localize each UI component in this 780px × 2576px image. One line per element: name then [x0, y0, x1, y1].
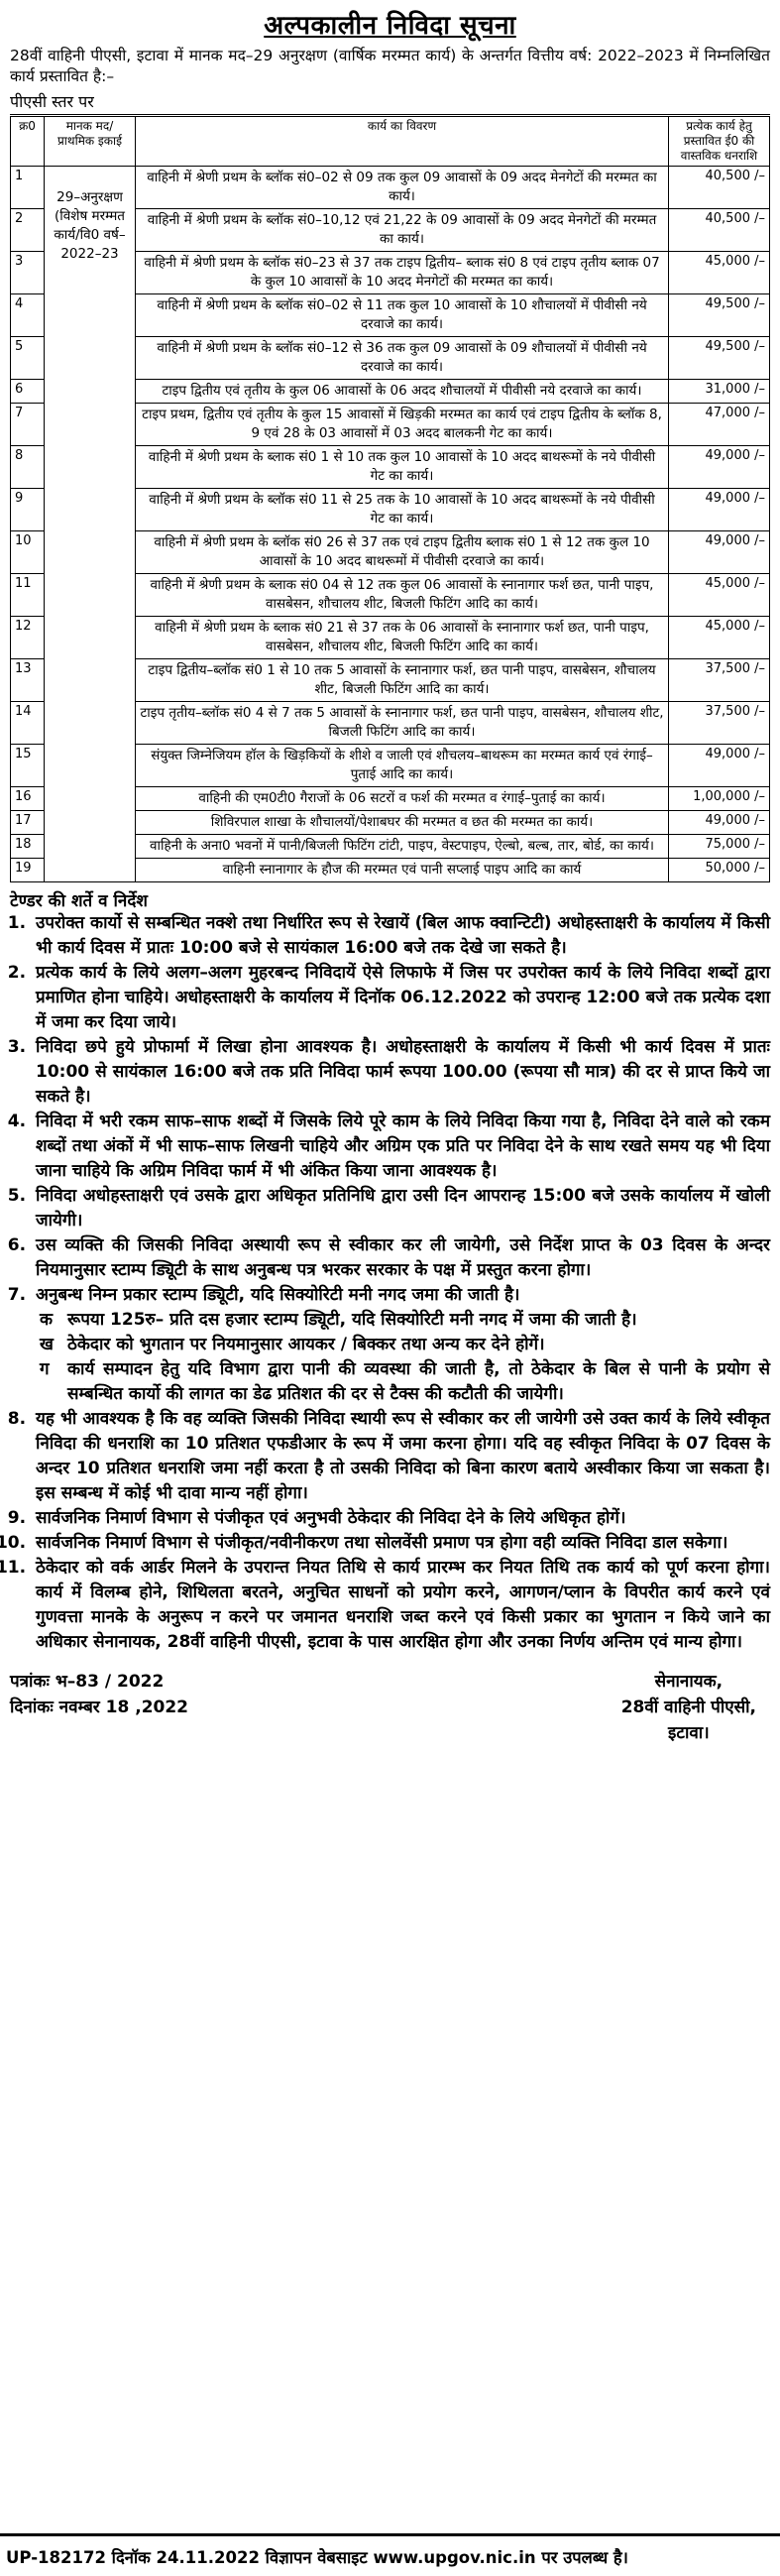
table-row: [11, 167, 770, 209]
letter-reference: [10, 1669, 188, 1746]
terms-list: [10, 911, 770, 1655]
works-table-body: [11, 167, 770, 882]
term-item: [32, 1184, 770, 1233]
advertisement-line: UP-182172 दिनॉक 24.11.2022 विज्ञापन वेबसाइट www.upgov.nic.in पर उपलब्ध है।: [0, 2533, 780, 2576]
row-amount: 40,500 /–: [669, 167, 770, 209]
row-work-description: वाहिनी स्नानागार के हौज की मरम्मत एवं पानी सप्लाई पाइप आदि का कार्य: [136, 859, 669, 882]
row-serial: 12: [11, 617, 45, 659]
row-serial: 13: [11, 659, 45, 702]
row-work-description: टाइप द्वितीय एवं तृतीय के कुल 06 आवासों के 06 अदद शौचालयों में पीवीसी नये दरवाजे का कार्य।: [136, 380, 669, 404]
row-amount: 49,000 /–: [669, 745, 770, 787]
row-work-description: टाइप तृतीय–ब्लॉक सं0 4 से 7 तक 5 आवासों के स्नानागार फर्श, छत पानी पाइप, वासबेसन, शौचालय शीट, बिजली फिटिंग आदि का कार्य।: [136, 702, 669, 745]
terms-title: टेण्डर की शर्ते व निर्देश: [10, 891, 148, 911]
category-cell: 29–अनुरक्षण (विशेष मरम्मत कार्य/वि0 वर्ष– 2022–23: [45, 167, 136, 882]
sign-unit: 28वीं वाहिनी पीएसी,: [620, 1698, 756, 1717]
term-text: यह भी आवश्यक है कि वह व्यक्ति जिसकी निविदा स्थायी रूप से स्वीकार कर ली जायेगी उसे उक्त कार्य के लिये स्वीकृत निविदा की धनराशि का 10 प्रतिशत एफडीआर के रूप में जमा करना होगा। यदि वह स्वीकृत निविदा के 07 दिवस के अन्दर 10 प्रतिशत धनराशि जमा नहीं करता है तो उसकी निविदा को बिना कारण बताये अस्वीकार किया जा सकता है। इस सम्बन्ध में कोई भी दावा मान्य नहीं होगा।: [36, 1409, 770, 1503]
row-serial: 2: [11, 209, 45, 252]
row-amount: 31,000 /–: [669, 380, 770, 404]
row-work-description: वाहिनी में श्रेणी प्रथम के ब्लाक सं0 1 से 10 तक कुल 10 आवासों के 10 अदद बाथरूमों के नये पीवीसी गेट का कार्य।: [136, 446, 669, 489]
row-amount: 50,000 /–: [669, 859, 770, 882]
term-item: [32, 1556, 770, 1655]
row-amount: 49,500 /–: [669, 337, 770, 380]
header-amount: प्रत्येक कार्य हेतु प्रस्तावित ई0 की वास्तविक धनराशि: [669, 117, 770, 167]
row-amount: 37,500 /–: [669, 702, 770, 745]
term-item: [32, 1110, 770, 1184]
row-serial: 17: [11, 811, 45, 835]
header-work: कार्य का विवरण: [136, 117, 669, 167]
term-item: [32, 1233, 770, 1283]
term-text: निविदा में भरी रकम साफ–साफ शब्दों में जिसके लिये पूरे काम के लिये निविदा किया गया है, निविदा देने वाले को रकम शब्दों तथा अंकों में भी साफ–साफ लिखनी चाहिये और अग्रिम एक प्रति पर निविदा देने के साथ रखते समय यह भी दिया जाना चाहिये कि अग्रिम निविदा फार्म में भी अंकित किया जाना आवश्यक है।: [36, 1112, 770, 1181]
term-item: [32, 1035, 770, 1110]
level-label: पीएसी स्तर पर: [10, 90, 770, 115]
term-text: निविदा अधोहस्ताक्षरी एवं उसके द्वारा अधिकृत प्रतिनिधि द्वारा उसी दिन आपरान्ह 15:00 बजे उसके कार्यालय में खोली जायेगी।: [36, 1186, 770, 1230]
term-text: उस व्यक्ति की जिसकी निविदा अस्थायी रूप से स्वीकार कर ली जायेगी, उसे निर्देश प्राप्त के 03 दिवस के अन्दर नियमानुसार स्टाम्प ड्यिूटी के साथ अनुबन्ध पत्र भरकर सरकार के पक्ष में प्रस्तुत करना होगा।: [36, 1235, 770, 1280]
row-serial: 16: [11, 787, 45, 811]
row-work-description: टाइप प्रथम, द्वितीय एवं तृतीय के कुल 15 आवासों में खिड़की मरम्मत का कार्य एवं टाइप द्वितीय के ब्लॉक 8, 9 एवं 28 के 03 आवासों में 03 अदद बालकनी गेट का कार्य।: [136, 404, 669, 446]
row-serial: 7: [11, 404, 45, 446]
term-text: प्रत्येक कार्य के लिये अलग–अलग मुहरबन्द निविदायें ऐसे लिफाफे में जिस पर उपरोक्त कार्य के लिये निविदा शब्दों द्वारा प्रमाणित होना चाहिये। अधोहस्ताक्षरी के कार्यालय में दिनॉक 06.12.2022 को उपरान्ह 12:00 बजे तक प्रत्येक दशा में जमा कर दिया जाये।: [36, 963, 770, 1032]
signature-block: [621, 1669, 770, 1746]
table-header-row: [11, 117, 770, 167]
row-amount: 49,500 /–: [669, 294, 770, 337]
row-work-description: संयुक्त जिम्नेजियम हॉल के खिड़कियों के शीशे व जाली एवं शौचलय–बाथरूम का मरम्मत कार्य एवं रंगाई–पुताई आदि का कार्य।: [136, 745, 669, 787]
row-serial: 8: [11, 446, 45, 489]
header-sn: क्र0: [11, 117, 45, 167]
sign-place: इटावा।: [668, 1723, 710, 1743]
row-serial: 15: [11, 745, 45, 787]
term-item: [32, 1407, 770, 1506]
subitem-text: कार्य सम्पादन हेतु यदि विभाग द्वारा पानी की व्यवस्था की जाती है, तो ठेकेदार के बिल से पानी के प्रयोग से सम्बन्धित कार्यो की लागत का डेढ प्रतिशत की दर से टैक्स की कटौती की जायेगी।: [67, 1359, 770, 1404]
term-text: सार्वजनिक निमार्ण विभाग से पंजीकृत/नवीनीकरण तथा सोलवेंसी प्रमाण पत्र होगा वही व्यक्ति निविदा डाल सकेगा।: [36, 1533, 728, 1553]
row-work-description: टाइप द्वितीय–ब्लॉक सं0 1 से 10 तक 5 आवासों के स्नानागार फर्श, छत पानी पाइप, वासबेसन, शौचालय शीट, बिजली फिटिंग आदि का कार्य।: [136, 659, 669, 702]
subitem-marker: क: [40, 1310, 54, 1330]
term-subitem: [36, 1357, 770, 1407]
term-text: ठेकेदार को वर्क आर्डर मिलने के उपरान्त नियत तिथि से कार्य प्रारम्भ कर नियत तिथि तक कार्य को पूर्ण करना होगा। कार्य में विलम्ब होने, शिथिलता बरतने, अनुचित साधनों को प्रयोग करने, आगणन/प्लान के विपरीत कार्य करने एवं गुणवत्ता मानके के अनुरूप न करने पर जमानत धनराशि जब्त करने एवं किसी प्रकार का भुगतान न किये जाने का अधिकार सेनानायक, 28वीं वाहिनी पीएसी, इटावा के पास आरक्षित होगा और उनका निर्णय अन्तिम एवं मान्य होगा।: [36, 1558, 770, 1652]
row-serial: 5: [11, 337, 45, 380]
row-amount: 49,000 /–: [669, 489, 770, 531]
row-serial: 9: [11, 489, 45, 531]
row-serial: 10: [11, 531, 45, 574]
term-item: [32, 961, 770, 1035]
row-amount: 49,000 /–: [669, 446, 770, 489]
works-table: [10, 116, 770, 882]
row-serial: 3: [11, 252, 45, 294]
row-work-description: वाहिनी में श्रेणी प्रथम के ब्लाक सं0 21 से 37 तक के 06 आवासों के स्नानागार फर्श छत, पानी पाइप, वासबेसन, शौचालय शीट, बिजली फिटिंग आदि का कार्य।: [136, 617, 669, 659]
term-subitem: [36, 1308, 770, 1333]
term-text: सार्वजनिक निमार्ण विभाग से पंजीकृत एवं अनुभवी ठेकेदार की निविदा देने के लिये अधिकृत होगें।: [36, 1508, 626, 1528]
row-work-description: वाहिनी में श्रेणी प्रथम के ब्लॉक सं0–12 से 36 तक कुल 09 आवासों के 09 शौचालयों में पीवीसी नये दरवाजे का कार्य।: [136, 337, 669, 380]
subitem-text: ठेकेदार को भुगतान पर नियमानुसार आयकर / बिक्कर तथा अन्य कर देने होगें।: [67, 1335, 545, 1354]
subitem-marker: ख: [40, 1335, 54, 1354]
term-item: [32, 911, 770, 961]
row-serial: 4: [11, 294, 45, 337]
row-amount: 1,00,000 /–: [669, 787, 770, 811]
row-work-description: वाहिनी में श्रेणी प्रथम के ब्लॉक सं0 26 से 37 तक एवं टाइप द्वितीय ब्लाक सं0 1 से 12 तक कुल 10 आवासों के 10 अदद बाथरूमों में पीवीसी दरवाजे का कार्य।: [136, 531, 669, 574]
term-item: [32, 1506, 770, 1531]
row-amount: 37,500 /–: [669, 659, 770, 702]
row-amount: 45,000 /–: [669, 617, 770, 659]
row-work-description: वाहिनी में श्रेणी प्रथम के ब्लॉक सं0 11 से 25 तक के 10 आवासों के 10 अदद बाथरूमों के नये पीवीसी गेट का कार्य।: [136, 489, 669, 531]
row-work-description: शिविरपाल शाखा के शौचालयों/पेशाबघर की मरम्मत व छत की मरम्मत का कार्य।: [136, 811, 669, 835]
row-serial: 19: [11, 859, 45, 882]
row-amount: 49,000 /–: [669, 531, 770, 574]
row-amount: 47,000 /–: [669, 404, 770, 446]
term-text: अनुबन्ध निम्न प्रकार स्टाम्प ड्यिूटी, यदि सिक्योरिटी मनी नगद जमा की जाती है।: [36, 1285, 520, 1305]
sign-title: सेनानायक,: [654, 1672, 724, 1692]
term-7-subitems: [36, 1308, 770, 1407]
row-serial: 14: [11, 702, 45, 745]
row-amount: 75,000 /–: [669, 835, 770, 859]
row-work-description: वाहिनी में श्रेणी प्रथम के ब्लॉक सं0–02 से 11 तक कुल 10 आवासों के 10 शौचालयों में पीवीसी नये दरवाजे का कार्य।: [136, 294, 669, 337]
term-text: निविदा छपे हुये प्रोफार्मा में लिखा होना आवश्यक है। अधोहस्ताक्षरी के कार्यालय में किसी भी कार्य दिवस में प्रातः 10:00 से सायंकाल 16:00 बजे तक प्रति निविदा फार्म रूपया 100.00 (रूपया सौ मात्र) की दर से प्राप्त किये जा सकते है।: [36, 1037, 770, 1107]
row-work-description: वाहिनी में श्रेणी प्रथम के ब्लॉक सं0–23 से 37 तक टाइप द्वितीय– ब्लाक सं0 8 एवं टाइप तृतीय ब्लाक 07 के कुल 10 आवासों के 10 अदद मेनगेटों की मरम्मत का कार्य।: [136, 252, 669, 294]
notice-footer: [10, 1669, 770, 1746]
page-title: अल्पकालीन निविदा सूचना: [264, 11, 516, 41]
row-work-description: वाहिनी में श्रेणी प्रथम के ब्लाक सं0 04 से 12 तक कुल 06 आवासों के स्नानागार फर्श छत, पानी पाइप, वासबेसन, शौचालय शीट, बिजली फिटिंग आदि का कार्य।: [136, 574, 669, 617]
row-serial: 6: [11, 380, 45, 404]
row-work-description: वाहिनी में श्रेणी प्रथम के ब्लॉक सं0–10,12 एवं 21,22 के 09 आवासों के 09 अदद मेनगेटों की मरम्मत का कार्य।: [136, 209, 669, 252]
row-work-description: वाहिनी में श्रेणी प्रथम के ब्लॉक सं0–02 से 09 तक कुल 09 आवासों के 09 अदद मेनगेटों की मरम्मत का कार्य।: [136, 167, 669, 209]
letter-number: पत्रांकः भ–83 / 2022: [10, 1672, 165, 1692]
intro-paragraph: 28वीं वाहिनी पीएसी, इटावा में मानक मद–29 अनुरक्षण (वार्षिक मरम्मत कार्य) के अन्तर्गत वित्तीय वर्ष: 2022–2023 में निम्नलिखित कार्य प्रस्तावित है:–: [10, 47, 770, 85]
row-serial: 1: [11, 167, 45, 209]
row-amount: 45,000 /–: [669, 252, 770, 294]
term-text: उपरोक्त कार्यो से सम्बन्धित नक्शे तथा निर्धारित रूप से रेखायें (बिल आफ क्वान्टिटी) अधोहस्ताक्षरी के कार्यालय में किसी भी कार्य दिवस में प्रातः 10:00 बजे से सायंकाल 16:00 बजे तक देखे जा सकते है।: [36, 913, 770, 958]
letter-date: दिनांकः नवम्बर 18 ,2022: [10, 1698, 189, 1717]
term-subitem: [36, 1333, 770, 1357]
row-amount: 49,000 /–: [669, 811, 770, 835]
subitem-marker: ग: [40, 1359, 50, 1379]
row-amount: 45,000 /–: [669, 574, 770, 617]
row-amount: 40,500 /–: [669, 209, 770, 252]
header-category: मानक मद/ प्राथमिक इकाई: [45, 117, 136, 167]
row-work-description: वाहिनी की एम0टी0 गैराजों के 06 सटरों व फर्श की मरम्मत व रंगाई–पुताई का कार्य।: [136, 787, 669, 811]
row-work-description: वाहिनी के अना0 भवनों में पानी/बिजली फिटिंग टांटी, पाइप, वेस्टपाइप, ऐल्बो, बल्ब, तार, बोर्ड, का कार्य।: [136, 835, 669, 859]
subitem-text: रूपया 125रु– प्रति दस हजार स्टाम्प ड्यिूटी, यदि सिक्योरिटी मनी नगद में जमा की जाती है।: [67, 1310, 637, 1330]
row-serial: 11: [11, 574, 45, 617]
term-item: [32, 1283, 770, 1407]
row-serial: 18: [11, 835, 45, 859]
term-item: [32, 1531, 770, 1556]
